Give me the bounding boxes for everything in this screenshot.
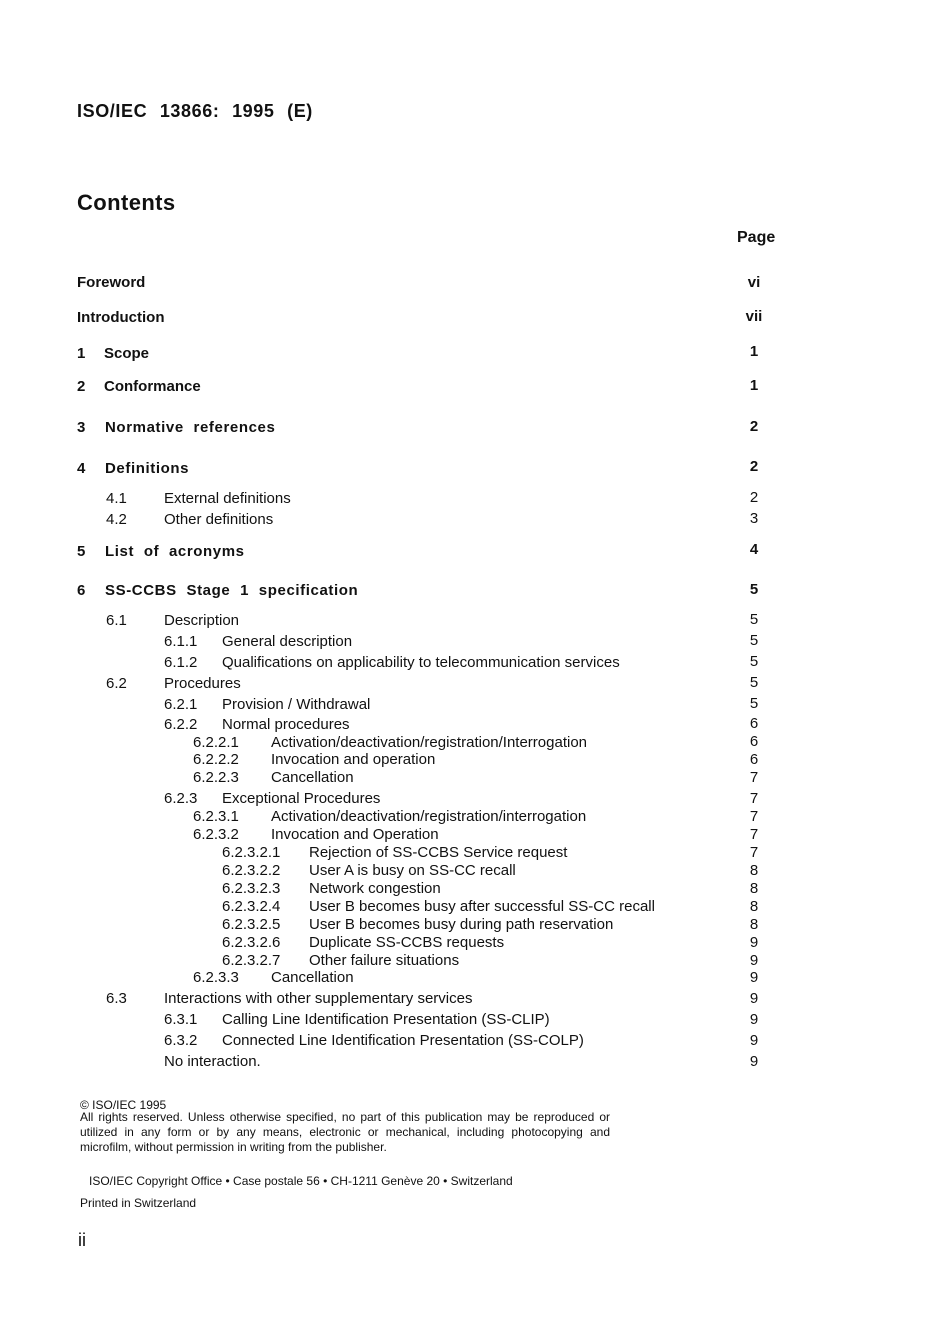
toc-number: 6.3.2 — [164, 1032, 198, 1049]
toc-label: Calling Line Identification Presentation (SS-CLIP) — [222, 1011, 550, 1028]
toc-page-6-3-2: 9 — [749, 1032, 759, 1049]
toc-number: 6.3 — [106, 990, 127, 1007]
toc-entry-no-interaction: No interaction. — [164, 1053, 261, 1070]
toc-number: 6.2.3.2.3 — [222, 880, 281, 897]
toc-number: 6.3.1 — [164, 1011, 198, 1028]
toc-number: 6.2.2.1 — [193, 734, 239, 751]
toc-number: 6.1 — [106, 612, 127, 629]
toc-page-6-1-2: 5 — [749, 653, 759, 670]
toc-label: Normal procedures — [222, 716, 350, 733]
toc-label: Exceptional Procedures — [222, 790, 381, 807]
toc-label: Procedures — [164, 675, 241, 692]
toc-page-6-2-1: 5 — [749, 695, 759, 712]
toc-label: Cancellation — [271, 769, 354, 786]
toc-page-6-2-3-2-6: 9 — [749, 934, 759, 951]
toc-number: 6 — [77, 582, 86, 599]
toc-entry-foreword: Foreword — [77, 274, 146, 291]
toc-page-introduction: vii — [745, 308, 763, 325]
toc-label: List of acronyms — [105, 543, 245, 560]
toc-page-4: 2 — [749, 458, 759, 475]
toc-page-6-2-3-3: 9 — [749, 969, 759, 986]
toc-label: Activation/deactivation/registration/Interrogation — [271, 734, 588, 751]
toc-label: General description — [222, 633, 353, 650]
toc-number: 6.2.3.2.5 — [222, 916, 281, 933]
toc-page-6-2-3: 7 — [749, 790, 759, 807]
toc-label: Network congestion — [309, 880, 441, 897]
rights-notice: All rights reserved. Unless otherwise specified, no part of this publication may be reproduced or utilized in any form or by any means, electronic or mechanical, including photocopying and microfilm, without permission in writing from the publisher. — [80, 1110, 610, 1154]
toc-label: Cancellation — [271, 969, 354, 986]
toc-page-6-2-3-2-1: 7 — [749, 844, 759, 861]
toc-label: External definitions — [164, 490, 291, 507]
toc-label: Other failure situations — [309, 952, 460, 969]
toc-number: 1 — [77, 345, 86, 362]
toc-label: User A is busy on SS-CC recall — [309, 862, 516, 879]
toc-label: Normative references — [105, 419, 276, 436]
toc-page-4-1: 2 — [749, 489, 759, 506]
toc-number: 2 — [77, 378, 86, 395]
toc-number: 6.2.2.2 — [193, 751, 239, 768]
toc-page-6-2-3-2-3: 8 — [749, 880, 759, 897]
toc-page-6-2-3-2-2: 8 — [749, 862, 759, 879]
toc-page-6-2-2-1: 6 — [749, 733, 759, 750]
toc-label: Other definitions — [164, 511, 274, 528]
toc-page-6-3: 9 — [749, 990, 759, 1007]
toc-page-1: 1 — [749, 343, 759, 360]
copyright-line: © ISO/IEC 1995 — [80, 1098, 167, 1112]
toc-label: Rejection of SS-CCBS Service request — [309, 844, 568, 861]
toc-number: 6.2.3.2.7 — [222, 952, 281, 969]
toc-page-6-2-3-2-4: 8 — [749, 898, 759, 915]
toc-number: 4.2 — [106, 511, 127, 528]
toc-number: 5 — [77, 543, 86, 560]
toc-label: Definitions — [105, 460, 190, 477]
toc-number: 6.1.2 — [164, 654, 198, 671]
page-column-heading: Page — [737, 229, 776, 246]
toc-page-3: 2 — [749, 418, 759, 435]
toc-number: 6.2.3.2.4 — [222, 898, 281, 915]
toc-page-foreword: vi — [747, 274, 761, 291]
copyright-office-address: ISO/IEC Copyright Office • Case postale 56 • CH-1211 Genève 20 • Switzerland — [89, 1174, 513, 1188]
toc-number: 6.1.1 — [164, 633, 198, 650]
toc-number: 6.2 — [106, 675, 127, 692]
toc-number: 6.2.2 — [164, 716, 198, 733]
toc-number: 6.2.3.1 — [193, 808, 239, 825]
toc-page-6-1: 5 — [749, 611, 759, 628]
toc-page-no-interaction: 9 — [749, 1053, 759, 1070]
printed-in: Printed in Switzerland — [80, 1196, 197, 1210]
toc-page-2: 1 — [749, 377, 759, 394]
toc-number: 6.2.3.2 — [193, 826, 239, 843]
toc-number: 6.2.1 — [164, 696, 198, 713]
toc-page-6-2-3-2: 7 — [749, 826, 759, 843]
toc-number: 6.2.2.3 — [193, 769, 239, 786]
toc-label: Provision / Withdrawal — [222, 696, 371, 713]
toc-number: 4 — [77, 460, 86, 477]
toc-entry-introduction: Introduction — [77, 309, 165, 326]
toc-page-6-2: 5 — [749, 674, 759, 691]
document-id: ISO/IEC 13866: 1995 (E) — [77, 101, 313, 121]
toc-label: Invocation and Operation — [271, 826, 439, 843]
toc-label: Interactions with other supplementary services — [164, 990, 473, 1007]
toc-label: SS-CCBS Stage 1 specification — [105, 582, 359, 599]
toc-label: User B becomes busy during path reservation — [309, 916, 614, 933]
toc-label: Duplicate SS-CCBS requests — [309, 934, 505, 951]
toc-number: 4.1 — [106, 490, 127, 507]
toc-label: User B becomes busy after successful SS-CC recall — [309, 898, 655, 915]
toc-number: 6.2.3 — [164, 790, 198, 807]
toc-page-6-3-1: 9 — [749, 1011, 759, 1028]
toc-page-6-1-1: 5 — [749, 632, 759, 649]
toc-page-5: 4 — [749, 541, 759, 558]
toc-page-6-2-3-1: 7 — [749, 808, 759, 825]
contents-title: Contents — [77, 190, 176, 215]
toc-label: Activation/deactivation/registration/interrogation — [271, 808, 587, 825]
toc-number: 6.2.3.2.6 — [222, 934, 281, 951]
toc-page-6: 5 — [749, 581, 759, 598]
toc-number: 6.2.3.3 — [193, 969, 239, 986]
toc-number: 6.2.3.2.2 — [222, 862, 281, 879]
toc-number: 6.2.3.2.1 — [222, 844, 281, 861]
page-number: ii — [78, 1230, 86, 1250]
toc-label: Qualifications on applicability to telecommunication services — [222, 654, 620, 671]
toc-label: Invocation and operation — [271, 751, 436, 768]
toc-label: Conformance — [104, 378, 201, 395]
toc-page-6-2-2-2: 6 — [749, 751, 759, 768]
toc-label: Scope — [104, 345, 150, 362]
toc-number: 3 — [77, 419, 86, 436]
toc-label: Description — [164, 612, 240, 629]
toc-page-6-2-2: 6 — [749, 715, 759, 732]
toc-label: Connected Line Identification Presentation (SS-COLP) — [222, 1032, 584, 1049]
toc-page-6-2-3-2-5: 8 — [749, 916, 759, 933]
toc-page-6-2-2-3: 7 — [749, 769, 759, 786]
toc-page-6-2-3-2-7: 9 — [749, 952, 759, 969]
toc-page-4-2: 3 — [749, 510, 759, 527]
